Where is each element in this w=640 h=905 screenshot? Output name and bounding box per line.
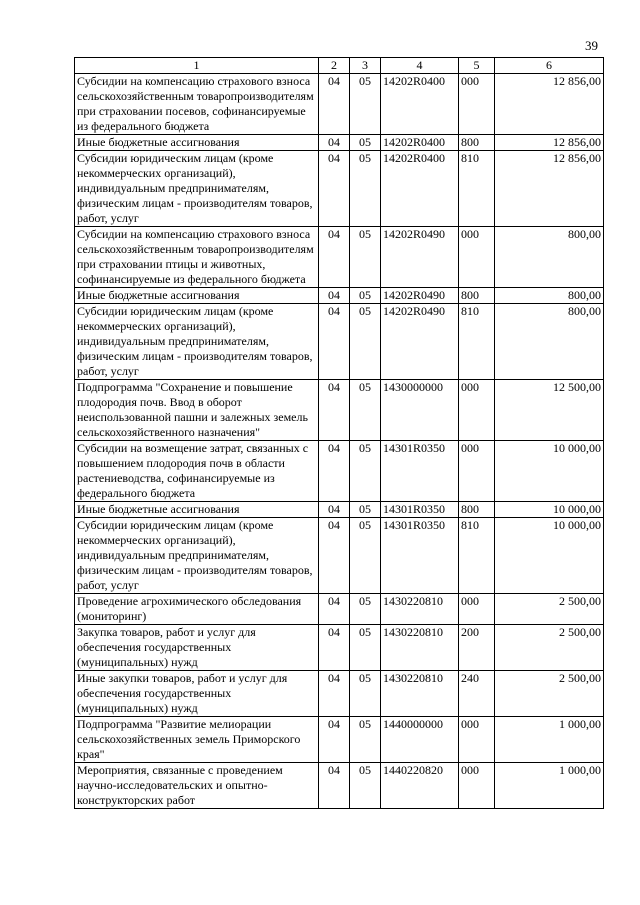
expense-type-cell: 800 [459,135,495,151]
item-name-cell: Субсидии на компенсацию страхового взноса сельскохозяйственным товаропроизводителям при страховании птицы и животных, софинансируемые из федерального бюджета [75,227,319,288]
expense-type-cell: 800 [459,502,495,518]
item-name-cell: Закупка товаров, работ и услуг для обеспечения государственных (муниципальных) нужд [75,625,319,671]
table-row [75,304,604,380]
table-row [75,518,604,594]
expense-type-cell: 000 [459,594,495,625]
target-article-cell: 14202R0490 [381,227,459,288]
expense-type-cell: 000 [459,441,495,502]
subsection-code-cell: 05 [350,151,381,227]
amount-cell: 800,00 [495,227,604,288]
target-article-cell: 14202R0490 [381,288,459,304]
table-row [75,625,604,671]
section-code-cell: 04 [319,135,350,151]
amount-cell: 10 000,00 [495,502,604,518]
table-row [75,441,604,502]
item-name-cell: Субсидии юридическим лицам (кроме некоммерческих организаций), индивидуальным предпринимателям, физическим лицам - производителям товаров, работ, услуг [75,304,319,380]
table-row [75,380,604,441]
table-row [75,151,604,227]
table-row [75,288,604,304]
section-code-cell: 04 [319,594,350,625]
section-code-cell: 04 [319,671,350,717]
expense-type-cell: 810 [459,304,495,380]
column-header: 3 [350,58,381,74]
target-article-cell: 1430220810 [381,625,459,671]
amount-cell: 2 500,00 [495,671,604,717]
amount-cell: 12 500,00 [495,380,604,441]
table-row [75,671,604,717]
item-name-cell: Иные бюджетные ассигнования [75,288,319,304]
amount-cell: 800,00 [495,288,604,304]
column-header: 6 [495,58,604,74]
target-article-cell: 14202R0400 [381,151,459,227]
table-row [75,135,604,151]
expense-type-cell: 000 [459,717,495,763]
target-article-cell: 1430220810 [381,594,459,625]
section-code-cell: 04 [319,763,350,809]
column-header: 2 [319,58,350,74]
budget-table-body [75,58,604,809]
subsection-code-cell: 05 [350,625,381,671]
target-article-cell: 14202R0400 [381,74,459,135]
subsection-code-cell: 05 [350,288,381,304]
subsection-code-cell: 05 [350,518,381,594]
section-code-cell: 04 [319,502,350,518]
target-article-cell: 14202R0400 [381,135,459,151]
amount-cell: 1 000,00 [495,763,604,809]
subsection-code-cell: 05 [350,380,381,441]
amount-cell: 10 000,00 [495,518,604,594]
item-name-cell: Иные закупки товаров, работ и услуг для обеспечения государственных (муниципальных) нужд [75,671,319,717]
section-code-cell: 04 [319,380,350,441]
amount-cell: 12 856,00 [495,151,604,227]
target-article-cell: 1430000000 [381,380,459,441]
table-row [75,74,604,135]
target-article-cell: 14202R0490 [381,304,459,380]
table-row [75,227,604,288]
subsection-code-cell: 05 [350,594,381,625]
item-name-cell: Иные бюджетные ассигнования [75,502,319,518]
table-row [75,763,604,809]
item-name-cell: Иные бюджетные ассигнования [75,135,319,151]
table-row [75,717,604,763]
item-name-cell: Субсидии юридическим лицам (кроме некоммерческих организаций), индивидуальным предпринимателям, физическим лицам - производителям товаров, работ, услуг [75,518,319,594]
section-code-cell: 04 [319,151,350,227]
target-article-cell: 14301R0350 [381,518,459,594]
expense-type-cell: 200 [459,625,495,671]
section-code-cell: 04 [319,518,350,594]
amount-cell: 12 856,00 [495,135,604,151]
expense-type-cell: 000 [459,74,495,135]
table-row [75,502,604,518]
target-article-cell: 1440220820 [381,763,459,809]
expense-type-cell: 000 [459,763,495,809]
expense-type-cell: 240 [459,671,495,717]
amount-cell: 12 856,00 [495,74,604,135]
column-header: 5 [459,58,495,74]
expense-type-cell: 000 [459,227,495,288]
subsection-code-cell: 05 [350,227,381,288]
subsection-code-cell: 05 [350,441,381,502]
amount-cell: 10 000,00 [495,441,604,502]
section-code-cell: 04 [319,227,350,288]
subsection-code-cell: 05 [350,502,381,518]
expense-type-cell: 800 [459,288,495,304]
amount-cell: 2 500,00 [495,625,604,671]
item-name-cell: Субсидии на возмещение затрат, связанных с повышением плодородия почв в области растениеводства, софинансируемые из федерального бюджета [75,441,319,502]
subsection-code-cell: 05 [350,304,381,380]
item-name-cell: Проведение агрохимического обследования (мониторинг) [75,594,319,625]
subsection-code-cell: 05 [350,135,381,151]
table-row [75,594,604,625]
section-code-cell: 04 [319,625,350,671]
section-code-cell: 04 [319,74,350,135]
amount-cell: 800,00 [495,304,604,380]
section-code-cell: 04 [319,717,350,763]
item-name-cell: Подпрограмма "Развитие мелиорации сельскохозяйственных земель Приморского края" [75,717,319,763]
subsection-code-cell: 05 [350,74,381,135]
item-name-cell: Субсидии на компенсацию страхового взноса сельскохозяйственным товаропроизводителям при страховании посевов, софинансируемые из федерального бюджета [75,74,319,135]
subsection-code-cell: 05 [350,671,381,717]
subsection-code-cell: 05 [350,717,381,763]
amount-cell: 2 500,00 [495,594,604,625]
expense-type-cell: 810 [459,518,495,594]
budget-table [74,57,604,809]
item-name-cell: Мероприятия, связанные с проведением научно-исследовательских и опытно-конструкторских работ [75,763,319,809]
table-header-row [75,58,604,74]
target-article-cell: 14301R0350 [381,502,459,518]
section-code-cell: 04 [319,304,350,380]
column-header: 1 [75,58,319,74]
item-name-cell: Подпрограмма "Сохранение и повышение плодородия почв. Ввод в оборот неиспользованной пашни и залежных земель сельскохозяйственного назначения" [75,380,319,441]
target-article-cell: 1430220810 [381,671,459,717]
expense-type-cell: 810 [459,151,495,227]
section-code-cell: 04 [319,441,350,502]
amount-cell: 1 000,00 [495,717,604,763]
column-header: 4 [381,58,459,74]
subsection-code-cell: 05 [350,763,381,809]
target-article-cell: 14301R0350 [381,441,459,502]
target-article-cell: 1440000000 [381,717,459,763]
section-code-cell: 04 [319,288,350,304]
expense-type-cell: 000 [459,380,495,441]
page-number: 39 [585,38,598,53]
item-name-cell: Субсидии юридическим лицам (кроме некоммерческих организаций), индивидуальным предпринимателям, физическим лицам - производителям товаров, работ, услуг [75,151,319,227]
